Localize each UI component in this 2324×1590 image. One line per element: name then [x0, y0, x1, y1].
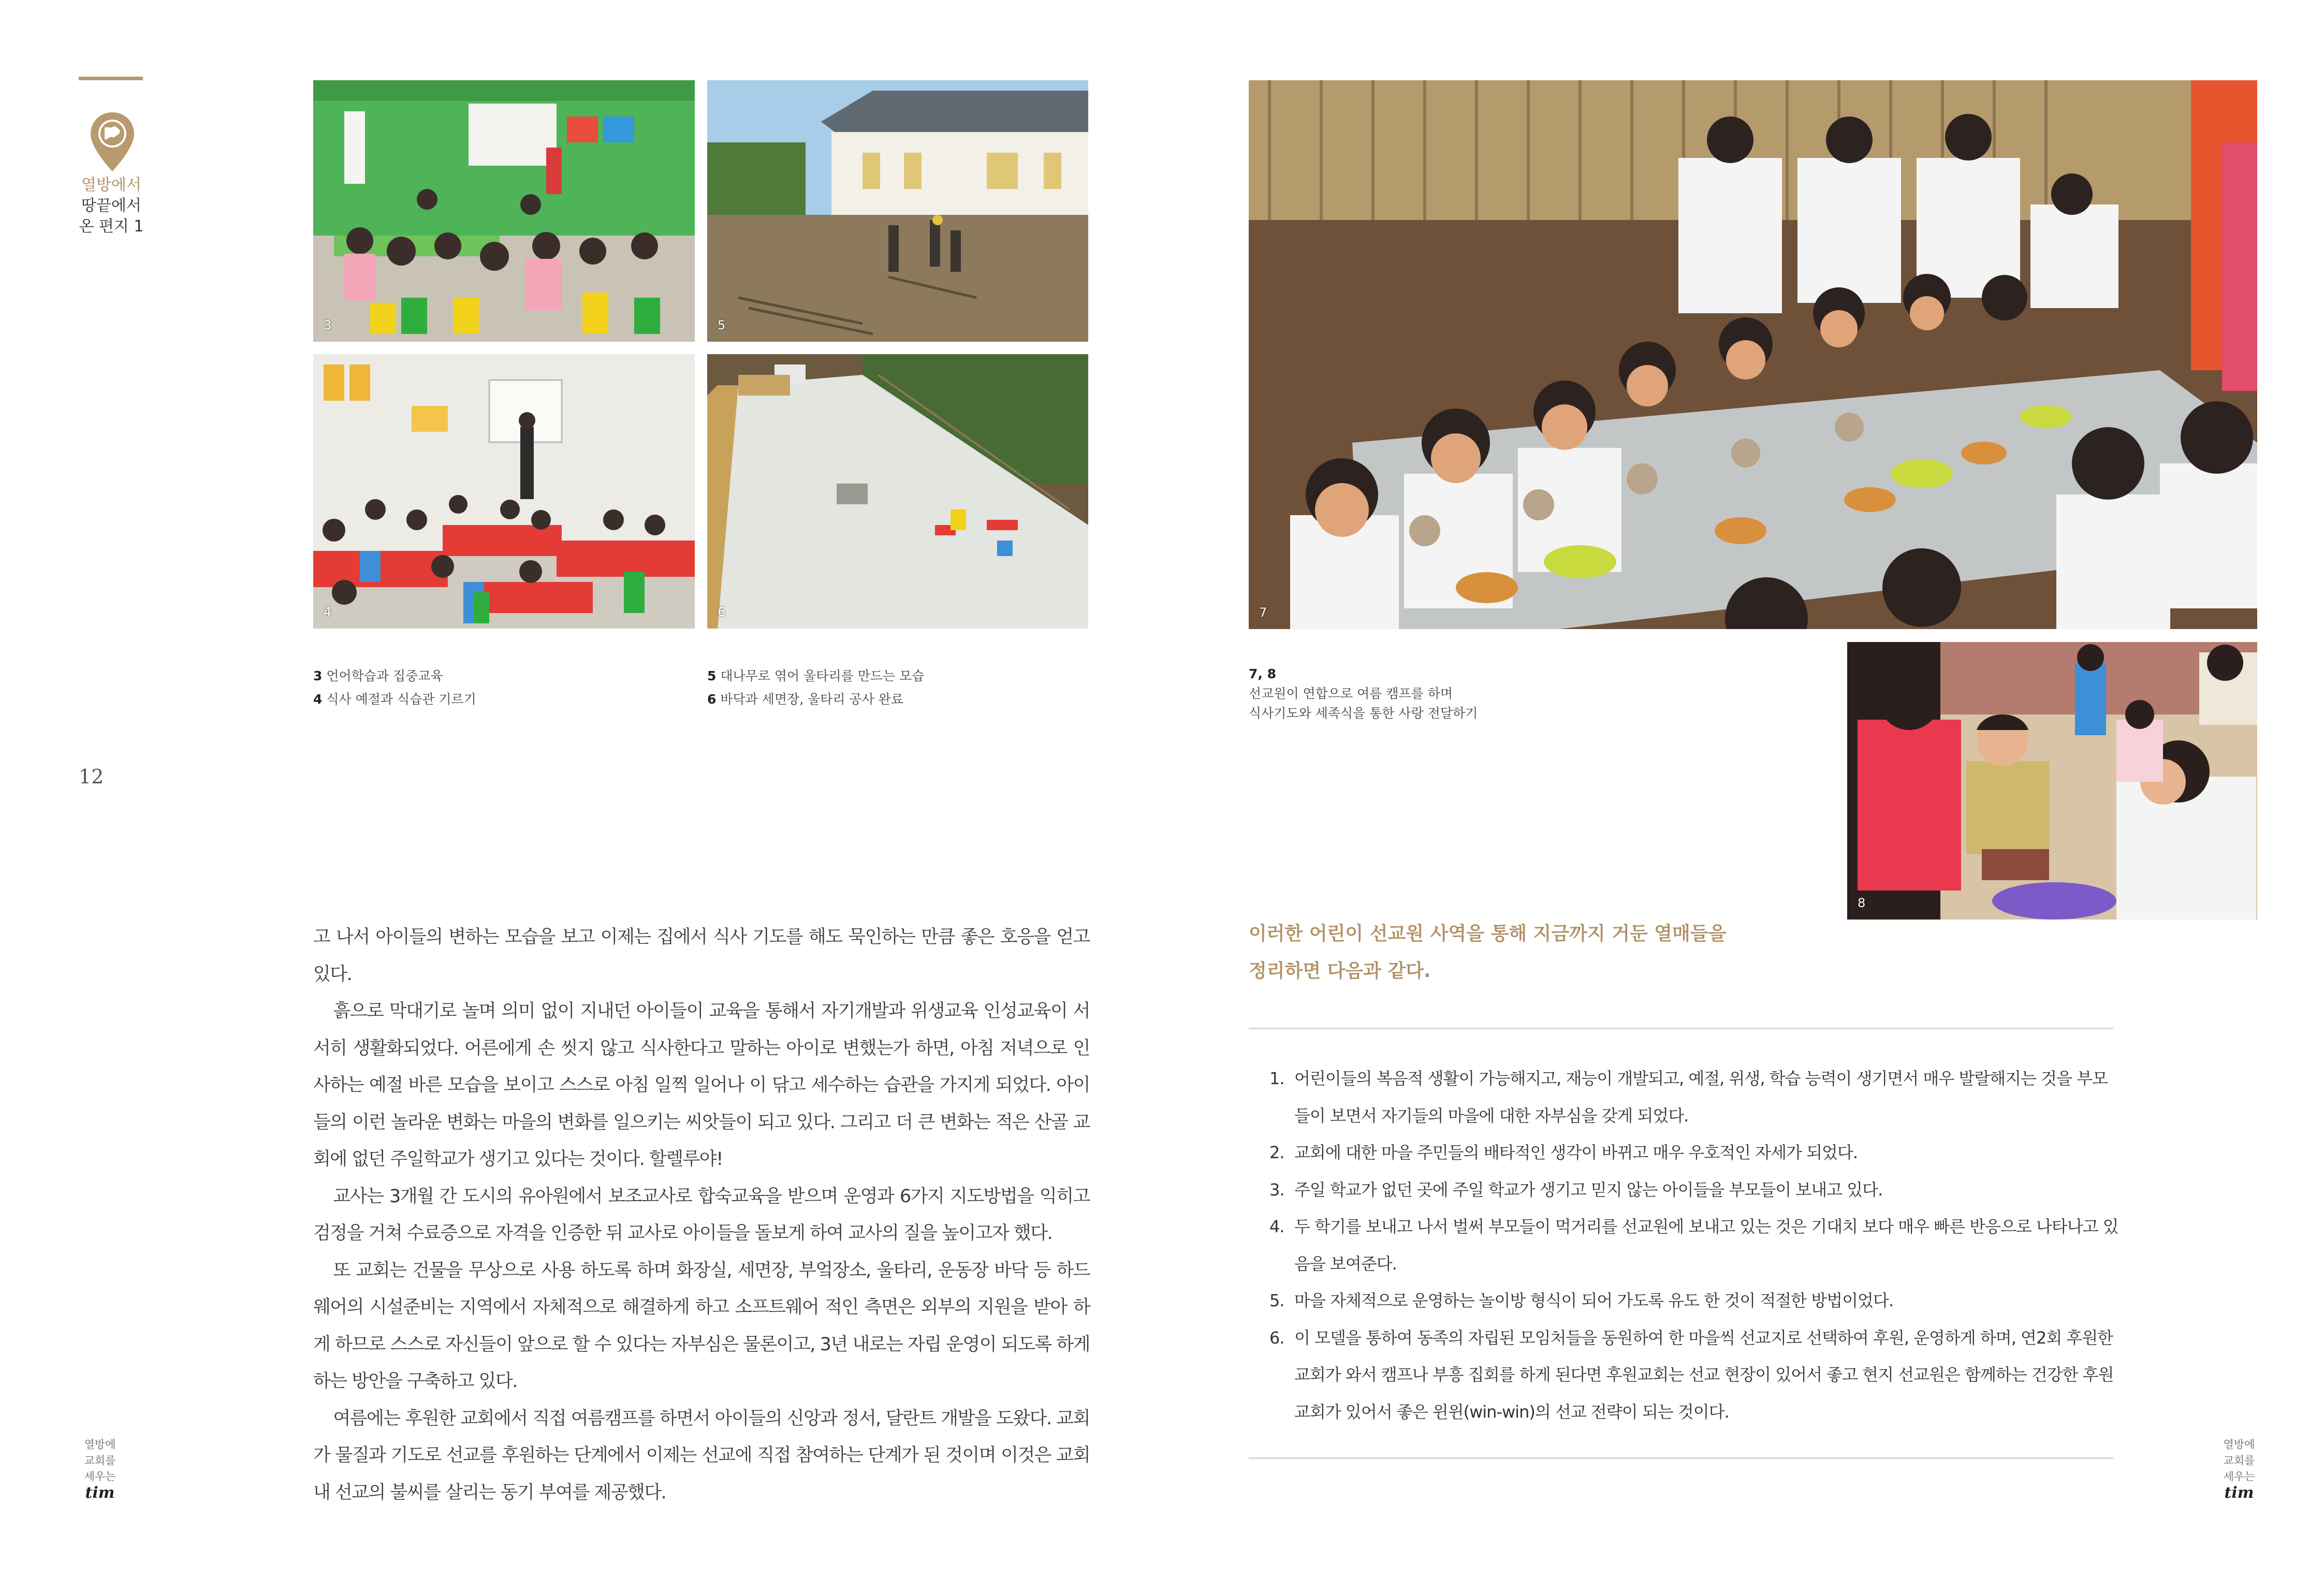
caption-number: 6 — [707, 692, 717, 707]
caption-photos-5-6 — [707, 664, 924, 711]
list-item — [1269, 1208, 2118, 1282]
body-paragraph-4: 또 교회는 건물을 무상으로 사용 하도록 하며 화장실, 세면장, 부엌장소, 울타리, 운동장 바닥 등 하드웨어의 시설준비는 지역에서 자체적으로 해결하게 하고 소프트웨어 적인 측면은 외부의 지원을 받아 하게 하므로 스스로 자신들이 앞으로 할 수 있다는 자부심은 물론이고, 3년 내로는 자립 운영이 되도록 하게 하는 방안을 구축하고 있다. — [313, 1260, 1090, 1392]
body-paragraph-1: 고 나서 아이들의 변하는 모습을 보고 이제는 집에서 식사 기도를 해도 묵인하는 만큼 좋은 호응을 얻고 있다. — [313, 927, 1090, 985]
headline-line1: 이러한 어린이 선교원 사역을 통해 지금까지 거둔 열매들을 — [1249, 923, 1727, 944]
section-title-line2: 땅끝에서 — [81, 197, 141, 215]
list-item-number: 4. — [1269, 1217, 1284, 1236]
photo-foot-washing — [1847, 642, 2257, 920]
footer-tag-right — [2200, 1437, 2278, 1501]
top-accent-rule — [79, 77, 143, 80]
photo-number: 3 — [324, 318, 332, 332]
list-item-number: 2. — [1269, 1143, 1284, 1162]
results-divider-bottom — [1249, 1457, 2113, 1459]
page-number: 12 — [79, 765, 104, 788]
results-headline — [1249, 915, 1818, 990]
photo-classroom — [313, 80, 695, 342]
footer-line3: 세우는 — [2223, 1470, 2255, 1483]
tim-logo: tim — [85, 1484, 115, 1502]
footer-line2: 교회를 — [2223, 1454, 2255, 1467]
results-divider-top — [1249, 1028, 2113, 1029]
caption-number — [1249, 664, 1478, 684]
caption-text: 바닥과 세면장, 울타리 공사 완료 — [720, 692, 904, 707]
section-title-line3: 온 편지 1 — [79, 217, 144, 236]
photo-number: 5 — [718, 318, 726, 332]
list-item-text: 어린이들의 복음적 생활이 가능해지고, 재능이 개발되고, 예절, 위생, 학습 능력이 생기면서 매우 발랄해지는 것을 부모들이 보면서 자기들의 마을에 대한 자부심을 갖게 되었다. — [1294, 1069, 2108, 1126]
footer-line2: 교회를 — [84, 1454, 116, 1467]
list-item-number: 3. — [1269, 1179, 1284, 1200]
article-body — [313, 919, 1090, 1511]
photo-number: 4 — [324, 605, 332, 619]
body-paragraph-3: 교사는 3개월 간 도시의 유아원에서 보조교사로 합숙교육을 받으며 운영과 6가지 지도방법을 익히고 검정을 거쳐 수료증으로 자격을 인증한 뒤 교사로 아이들을 돌보게 하여 교사의 질을 높이고자 했다. — [313, 1186, 1090, 1244]
caption-text: 식사 예절과 식습관 기르기 — [326, 692, 476, 707]
body-paragraph-2: 흙으로 막대기로 놀며 의미 없이 지내던 아이들이 교육을 통해서 자기개발과 위생교육 인성교육이 서서히 생활화되었다. 어른에게 손 씻지 않고 식사한다고 말하는 아이로 변했는가 하면, 아침 저녁으로 인사하는 예절 바른 모습을 보이고 스스로 아침 일찍 일어나 이 닦고 세수하는 습관을 가지게 되었다. 아이들의 이런 놀라운 변화는 마을의 변화를 일으키는 씨앗들이 되고 있다. 그리고 더 큰 변화는 적은 산골 교회에 없던 주일학교가 생기고 있다는 것이다. 할렐루야! — [313, 1001, 1090, 1170]
caption-line-5 — [707, 664, 924, 688]
caption-line-6 — [707, 688, 924, 711]
list-item-text: 두 학기를 보내고 나서 벌써 부모들이 먹거리를 선교원에 보내고 있는 것은 기대치 보다 매우 빠른 반응으로 나타나고 있음을 보여준다. — [1294, 1217, 2118, 1274]
photo-building-construction — [707, 80, 1088, 342]
caption-line-4 — [313, 688, 476, 711]
headline-line2: 정리하면 다음과 같다. — [1249, 960, 1431, 982]
section-title-line1: 열방에서 — [81, 176, 141, 194]
caption-text: 언어학습과 집중교육 — [326, 668, 443, 683]
photo-number: 7 — [1259, 605, 1267, 620]
list-item — [1269, 1282, 2118, 1320]
caption-photos-7-8 — [1249, 664, 1478, 723]
caption-text: 대나무로 엮어 울타리를 만드는 모습 — [720, 668, 925, 683]
caption-text-line1: 선교원이 연합으로 여름 캠프를 하며 — [1249, 686, 1453, 701]
caption-number: 3 — [313, 668, 323, 683]
body-paragraph-5: 여름에는 후원한 교회에서 직접 여름캠프를 하면서 아이들의 신앙과 정서, 달란트 개발을 도왔다. 교회가 물질과 기도로 선교를 후원하는 단계에서 이제는 선교에 직접 참여하는 단계가 된 것이며 이것은 교회 내 선교의 불씨를 살리는 동기 부여를 제공했다. — [313, 1408, 1090, 1503]
footer-line1: 열방에 — [2223, 1438, 2255, 1451]
tim-logo: tim — [2224, 1484, 2254, 1502]
list-item-text: 마을 자체적으로 운영하는 놀이방 형식이 되어 가도록 유도 한 것이 적절한 방법이었다. — [1294, 1291, 1893, 1310]
photo-finished-yard — [707, 354, 1088, 629]
photo-number: 6 — [718, 605, 726, 619]
caption-number: 4 — [313, 692, 323, 707]
photo-number: 8 — [1858, 896, 1866, 910]
list-item-text: 주일 학교가 없던 곳에 주일 학교가 생기고 믿지 않는 아이들을 부모들이 보내고 있다. — [1294, 1179, 1883, 1200]
photo-camp-meal-prayer — [1249, 80, 2257, 629]
list-item — [1269, 1172, 2118, 1209]
list-item-number: 1. — [1269, 1069, 1284, 1088]
section-title — [62, 175, 160, 237]
caption-photos-3-4 — [313, 664, 476, 711]
footer-line1: 열방에 — [84, 1438, 116, 1451]
photo-children-meal — [313, 354, 695, 629]
list-item — [1269, 1134, 2118, 1172]
results-list — [1269, 1060, 2118, 1431]
caption-number: 5 — [707, 668, 717, 683]
footer-tag-left — [61, 1437, 139, 1501]
globe-pin-icon — [89, 111, 136, 172]
list-item-text: 이 모델을 통하여 동족의 자립된 모임처들을 동원하여 한 마을씩 선교지로 선택하여 후원, 운영하게 하며, 연2회 후원한 교회가 와서 캠프나 부흥 집회를 하게 된다면 후원교회는 선교 현장이 있어서 좋고 현지 선교원은 함께하는 건강한 후원교회가 있어서 좋은 윈윈(win-win)의 선교 전략이 되는 것이다. — [1294, 1328, 2114, 1422]
list-item-number: 6. — [1269, 1328, 1284, 1348]
list-item-number: 5. — [1269, 1291, 1284, 1310]
list-item — [1269, 1060, 2118, 1134]
footer-line3: 세우는 — [84, 1470, 116, 1483]
list-item — [1269, 1320, 2118, 1431]
caption-text-line2: 식사기도와 세족식을 통한 사랑 전달하기 — [1249, 706, 1478, 721]
caption-number-label: 7, 8 — [1249, 666, 1276, 681]
caption-line-3 — [313, 664, 476, 688]
list-item-text: 교회에 대한 마을 주민들의 배타적인 생각이 바뀌고 매우 우호적인 자세가 되었다. — [1294, 1143, 1858, 1162]
